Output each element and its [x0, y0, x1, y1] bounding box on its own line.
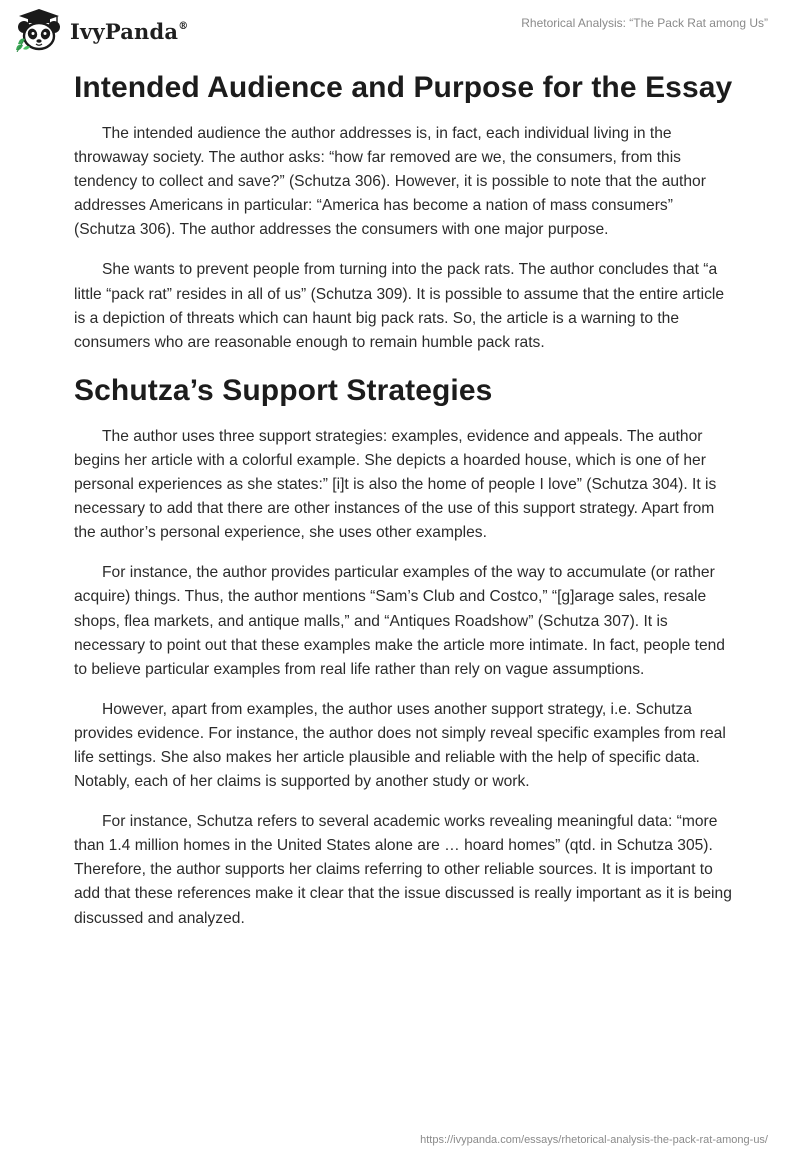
- section-heading: Intended Audience and Purpose for the Essay: [74, 71, 733, 104]
- ivypanda-logo[interactable]: [14, 8, 188, 52]
- brand-name: [70, 19, 188, 44]
- paragraph: However, apart from examples, the author uses another support strategy, i.e. Schutza provides evidence. For instance, the author does not simply reveal specific examples from real life settings. She also makes her article plausible and reliable with the help of specific data. Notably, each of her claims is supported by another study or work.: [74, 700, 726, 791]
- paragraph: For instance, Schutza refers to several academic works revealing meaningful data: “more than 1.4 million homes in the United States alone are … hoard homes” (qtd. in Schutza 305). Therefore, the author supports her claims referring to other reliable sources. It is important to add that these references make it clear that the issue discussed is really important as it is being discussed and analyzed.: [74, 813, 732, 927]
- page-header: [0, 0, 800, 60]
- paragraph: For instance, the author provides particular examples of the way to accumulate (or rather acquire) things. Thus, the author mentions “Sam’s Club and Costco,” “[g]arage sales, resale shops, flea markets, and antique malls,” and “Antiques Roadshow” (Schutza 307). It is necessary to point out that these examples make the article more intimate. In fact, people tend to believe particular examples from real life rather than rely on vague assumptions.: [74, 564, 725, 678]
- paragraph: The author uses three support strategies: examples, evidence and appeals. The author begins her article with a colorful example. She depicts a hoarded house, which is one of her personal experiences as she states:” [i]t is also the home of people I love” (Schutza 304). It is necessary to add that there are other instances of the use of this support strategy. Apart from the author’s personal experience, she uses other examples.: [74, 427, 717, 542]
- paragraph: The intended audience the author addresses is, in fact, each individual living in the throwaway society. The author asks: “how far removed are we, the consumers, from this tendency to collect and save?” (Schutza 306). However, it is possible to note that the author addresses Americans in particular: “America has become a nation of mass consumers” (Schutza 306). The author addresses the consumers with one major purpose.: [74, 125, 706, 239]
- essay-content: [74, 68, 734, 947]
- registered-mark: ®: [178, 20, 189, 32]
- paragraph: She wants to prevent people from turning into the pack rats. The author concludes that “a little “pack rat” resides in all of us” (Schutza 309). It is possible to assume that the entire article is a depiction of threats which can haunt big pack rats. So, the article is a warning to the consumers who are reasonable enough to remain humble pack rats.: [74, 261, 725, 351]
- document-title: Rhetorical Analysis: “The Pack Rat among Us”: [521, 16, 768, 30]
- panda-graduate-icon: [14, 8, 64, 52]
- source-url[interactable]: https://ivypanda.com/essays/rhetorical-analysis-the-pack-rat-among-us/: [420, 1134, 768, 1146]
- brand-name-text: IvyPanda: [70, 18, 179, 44]
- section-heading: Schutza’s Support Strategies: [74, 373, 493, 407]
